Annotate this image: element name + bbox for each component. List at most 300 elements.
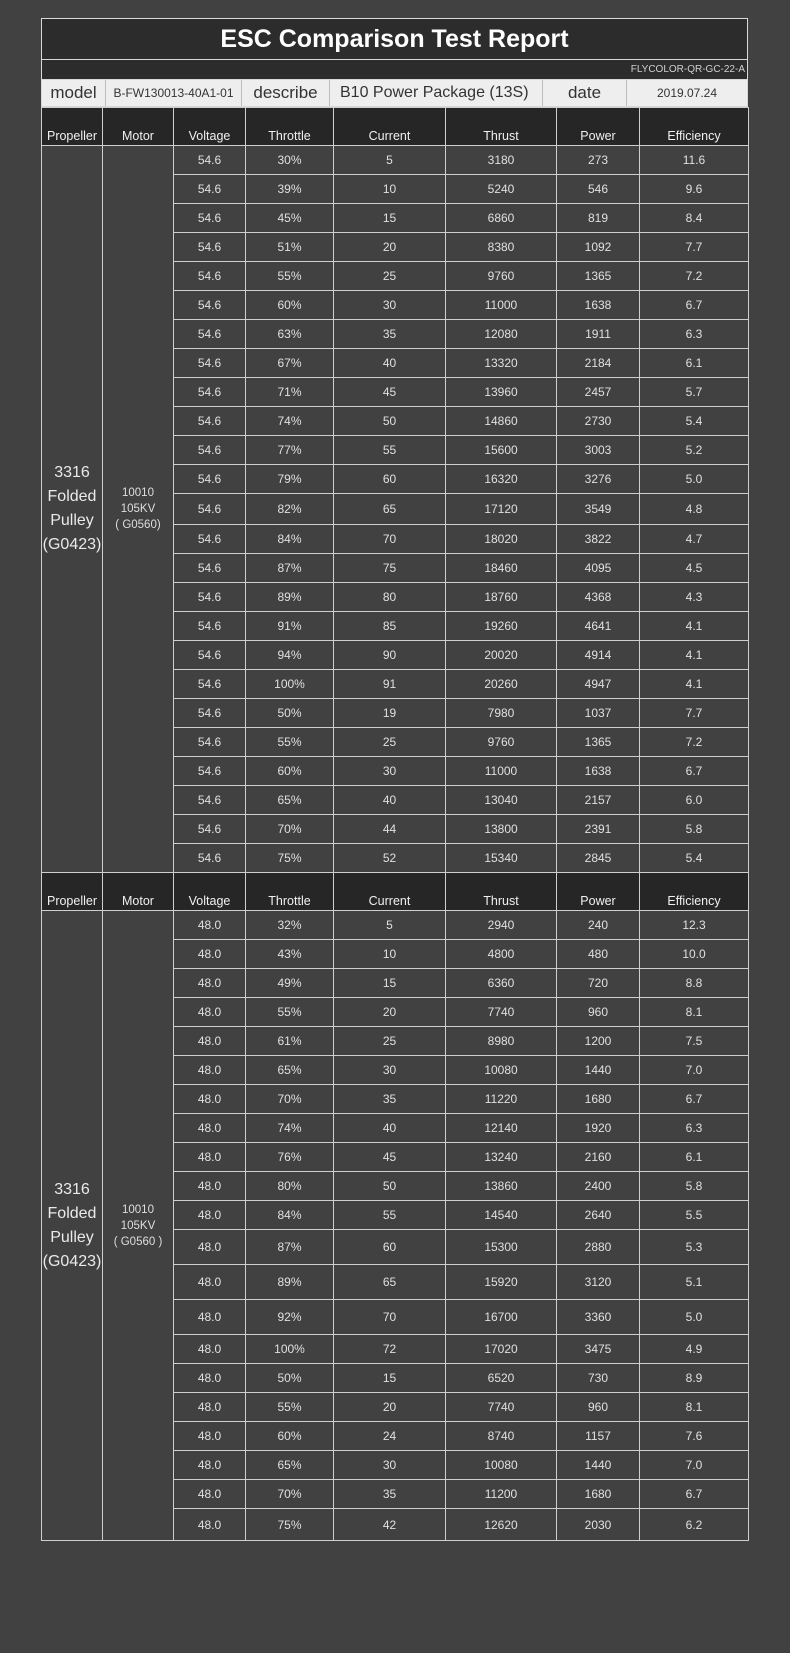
thrust-cell: 16700: [446, 1300, 557, 1335]
power-cell: 3276: [557, 465, 640, 494]
efficiency-cell: 4.1: [640, 612, 749, 641]
efficiency-cell: 8.9: [640, 1364, 749, 1393]
throttle-cell: 94%: [246, 641, 334, 670]
thrust-cell: 6520: [446, 1364, 557, 1393]
efficiency-cell: 4.9: [640, 1335, 749, 1364]
throttle-cell: 71%: [246, 378, 334, 407]
voltage-cell: 54.6: [174, 844, 246, 873]
current-cell: 20: [334, 1393, 446, 1422]
throttle-cell: 100%: [246, 670, 334, 699]
voltage-cell: 54.6: [174, 728, 246, 757]
efficiency-cell: 5.2: [640, 436, 749, 465]
current-cell: 15: [334, 204, 446, 233]
column-header-current: Current: [334, 108, 446, 146]
throttle-cell: 89%: [246, 1265, 334, 1300]
throttle-cell: 51%: [246, 233, 334, 262]
efficiency-cell: 8.8: [640, 969, 749, 998]
power-cell: 4947: [557, 670, 640, 699]
voltage-cell: 48.0: [174, 1335, 246, 1364]
voltage-cell: 54.6: [174, 233, 246, 262]
current-cell: 85: [334, 612, 446, 641]
power-cell: 273: [557, 146, 640, 175]
power-cell: 2880: [557, 1230, 640, 1265]
current-cell: 5: [334, 146, 446, 175]
efficiency-cell: 4.3: [640, 583, 749, 612]
current-cell: 44: [334, 815, 446, 844]
current-cell: 10: [334, 175, 446, 204]
power-cell: 720: [557, 969, 640, 998]
efficiency-cell: 12.3: [640, 911, 749, 940]
throttle-cell: 82%: [246, 494, 334, 525]
power-cell: 1920: [557, 1114, 640, 1143]
efficiency-cell: 7.2: [640, 728, 749, 757]
thrust-cell: 15300: [446, 1230, 557, 1265]
efficiency-cell: 11.6: [640, 146, 749, 175]
power-cell: 3360: [557, 1300, 640, 1335]
throttle-cell: 67%: [246, 349, 334, 378]
motor-cell: [103, 146, 174, 873]
power-cell: 3822: [557, 525, 640, 554]
power-cell: 1200: [557, 1027, 640, 1056]
efficiency-cell: 8.4: [640, 204, 749, 233]
power-cell: 2160: [557, 1143, 640, 1172]
current-cell: 5: [334, 911, 446, 940]
current-cell: 52: [334, 844, 446, 873]
power-cell: 3475: [557, 1335, 640, 1364]
current-cell: 35: [334, 320, 446, 349]
current-cell: 40: [334, 786, 446, 815]
motor-text: ( G0560): [115, 519, 161, 531]
thrust-cell: 11220: [446, 1085, 557, 1114]
thrust-cell: 12620: [446, 1509, 557, 1541]
voltage-cell: 54.6: [174, 757, 246, 786]
current-cell: 55: [334, 436, 446, 465]
thrust-cell: 20020: [446, 641, 557, 670]
power-cell: 4368: [557, 583, 640, 612]
efficiency-cell: 5.0: [640, 1300, 749, 1335]
column-header-thrust: Thrust: [446, 108, 557, 146]
current-cell: 30: [334, 1451, 446, 1480]
power-cell: 1037: [557, 699, 640, 728]
current-cell: 80: [334, 583, 446, 612]
throttle-cell: 79%: [246, 465, 334, 494]
thrust-cell: 15920: [446, 1265, 557, 1300]
throttle-cell: 84%: [246, 525, 334, 554]
throttle-cell: 80%: [246, 1172, 334, 1201]
current-cell: 70: [334, 1300, 446, 1335]
efficiency-cell: 8.1: [640, 1393, 749, 1422]
thrust-cell: 17020: [446, 1335, 557, 1364]
thrust-cell: 18020: [446, 525, 557, 554]
current-cell: 91: [334, 670, 446, 699]
throttle-cell: 60%: [246, 1422, 334, 1451]
efficiency-cell: 5.3: [640, 1230, 749, 1265]
voltage-cell: 48.0: [174, 1480, 246, 1509]
voltage-cell: 48.0: [174, 1300, 246, 1335]
throttle-cell: 60%: [246, 291, 334, 320]
thrust-cell: 11200: [446, 1480, 557, 1509]
efficiency-cell: 4.7: [640, 525, 749, 554]
voltage-cell: 54.6: [174, 262, 246, 291]
column-header-voltage: Voltage: [174, 873, 246, 911]
column-header-motor: Motor: [103, 873, 174, 911]
thrust-cell: 7740: [446, 998, 557, 1027]
throttle-cell: 61%: [246, 1027, 334, 1056]
column-header-voltage: Voltage: [174, 108, 246, 146]
thrust-cell: 9760: [446, 728, 557, 757]
current-cell: 15: [334, 1364, 446, 1393]
throttle-cell: 77%: [246, 436, 334, 465]
thrust-cell: 17120: [446, 494, 557, 525]
current-cell: 55: [334, 1201, 446, 1230]
current-cell: 60: [334, 1230, 446, 1265]
current-cell: 40: [334, 1114, 446, 1143]
propeller-text: Pulley: [50, 512, 94, 529]
thrust-cell: 7740: [446, 1393, 557, 1422]
power-cell: 1157: [557, 1422, 640, 1451]
date-value: 2019.07.24: [656, 86, 718, 100]
efficiency-cell: 5.4: [640, 407, 749, 436]
column-header-power: Power: [557, 108, 640, 146]
throttle-cell: 50%: [246, 699, 334, 728]
current-cell: 10: [334, 940, 446, 969]
throttle-cell: 84%: [246, 1201, 334, 1230]
voltage-cell: 54.6: [174, 407, 246, 436]
efficiency-cell: 4.1: [640, 641, 749, 670]
voltage-cell: 54.6: [174, 146, 246, 175]
propeller-cell: [42, 911, 103, 1541]
voltage-cell: 48.0: [174, 1056, 246, 1085]
voltage-cell: 48.0: [174, 1085, 246, 1114]
thrust-cell: 8740: [446, 1422, 557, 1451]
thrust-cell: 16320: [446, 465, 557, 494]
voltage-cell: 48.0: [174, 911, 246, 940]
thrust-cell: 10080: [446, 1056, 557, 1085]
efficiency-cell: 7.0: [640, 1056, 749, 1085]
power-cell: 1680: [557, 1480, 640, 1509]
thrust-cell: 5240: [446, 175, 557, 204]
voltage-cell: 54.6: [174, 349, 246, 378]
thrust-cell: 4800: [446, 940, 557, 969]
power-cell: 3549: [557, 494, 640, 525]
throttle-cell: 50%: [246, 1364, 334, 1393]
voltage-cell: 48.0: [174, 1027, 246, 1056]
throttle-cell: 70%: [246, 815, 334, 844]
throttle-cell: 74%: [246, 1114, 334, 1143]
thrust-cell: 13040: [446, 786, 557, 815]
voltage-cell: 54.6: [174, 525, 246, 554]
voltage-cell: 54.6: [174, 465, 246, 494]
throttle-cell: 92%: [246, 1300, 334, 1335]
thrust-cell: 11000: [446, 291, 557, 320]
thrust-cell: 13860: [446, 1172, 557, 1201]
motor-text: 10010: [122, 1203, 154, 1216]
voltage-cell: 48.0: [174, 1201, 246, 1230]
current-cell: 25: [334, 728, 446, 757]
column-header-efficiency: Efficiency: [640, 873, 749, 911]
power-cell: 2400: [557, 1172, 640, 1201]
throttle-cell: 39%: [246, 175, 334, 204]
date-label: date: [543, 80, 627, 106]
power-cell: 480: [557, 940, 640, 969]
current-cell: 65: [334, 1265, 446, 1300]
motor-text: ( G0560 ): [113, 1235, 163, 1248]
efficiency-cell: 5.7: [640, 378, 749, 407]
throttle-cell: 55%: [246, 998, 334, 1027]
voltage-cell: 48.0: [174, 940, 246, 969]
voltage-cell: 48.0: [174, 1143, 246, 1172]
voltage-cell: 54.6: [174, 815, 246, 844]
voltage-cell: 54.6: [174, 291, 246, 320]
voltage-cell: 54.6: [174, 670, 246, 699]
propeller-text: Folded: [47, 1204, 97, 1222]
power-cell: 1440: [557, 1451, 640, 1480]
thrust-cell: 13800: [446, 815, 557, 844]
power-cell: 3120: [557, 1265, 640, 1300]
current-cell: 60: [334, 465, 446, 494]
throttle-cell: 100%: [246, 1335, 334, 1364]
voltage-cell: 48.0: [174, 969, 246, 998]
power-cell: 1638: [557, 291, 640, 320]
efficiency-cell: 7.7: [640, 699, 749, 728]
efficiency-cell: 5.1: [640, 1265, 749, 1300]
throttle-cell: 45%: [246, 204, 334, 233]
thrust-cell: 20260: [446, 670, 557, 699]
thrust-cell: 13960: [446, 378, 557, 407]
voltage-cell: 48.0: [174, 1451, 246, 1480]
thrust-cell: 15340: [446, 844, 557, 873]
current-cell: 45: [334, 378, 446, 407]
current-cell: 20: [334, 233, 446, 262]
voltage-cell: 54.6: [174, 612, 246, 641]
table-header-row: [42, 108, 749, 146]
throttle-cell: 74%: [246, 407, 334, 436]
throttle-cell: 65%: [246, 786, 334, 815]
throttle-cell: 30%: [246, 146, 334, 175]
propeller-cell: [42, 146, 103, 873]
power-cell: 2184: [557, 349, 640, 378]
column-header-power: Power: [557, 873, 640, 911]
thrust-cell: 2940: [446, 911, 557, 940]
power-cell: 546: [557, 175, 640, 204]
current-cell: 50: [334, 407, 446, 436]
power-cell: 1680: [557, 1085, 640, 1114]
throttle-cell: 87%: [246, 554, 334, 583]
thrust-cell: 14540: [446, 1201, 557, 1230]
current-cell: 19: [334, 699, 446, 728]
voltage-cell: 48.0: [174, 1172, 246, 1201]
throttle-cell: 75%: [246, 1509, 334, 1541]
efficiency-cell: 6.1: [640, 349, 749, 378]
current-cell: 35: [334, 1085, 446, 1114]
efficiency-cell: 5.0: [640, 465, 749, 494]
power-cell: 730: [557, 1364, 640, 1393]
current-cell: 72: [334, 1335, 446, 1364]
throttle-cell: 55%: [246, 728, 334, 757]
efficiency-cell: 6.3: [640, 1114, 749, 1143]
power-cell: 3003: [557, 436, 640, 465]
efficiency-cell: 4.8: [640, 494, 749, 525]
voltage-cell: 54.6: [174, 699, 246, 728]
power-cell: 2157: [557, 786, 640, 815]
describe-value: B10 Power Package (13S): [330, 80, 543, 106]
power-cell: 4914: [557, 641, 640, 670]
voltage-cell: 48.0: [174, 1265, 246, 1300]
power-cell: 1365: [557, 728, 640, 757]
throttle-cell: 32%: [246, 911, 334, 940]
current-cell: 20: [334, 998, 446, 1027]
efficiency-cell: 5.5: [640, 1201, 749, 1230]
power-cell: 1911: [557, 320, 640, 349]
efficiency-cell: 8.1: [640, 998, 749, 1027]
model-value: B-FW130013-40A1-01: [106, 80, 242, 106]
throttle-cell: 49%: [246, 969, 334, 998]
efficiency-cell: 4.1: [640, 670, 749, 699]
propeller-text: (G0423): [42, 1252, 102, 1270]
power-cell: 1092: [557, 233, 640, 262]
propeller-text: Folded: [47, 488, 97, 505]
power-cell: 4641: [557, 612, 640, 641]
column-header-propeller: Propeller: [42, 108, 103, 146]
power-cell: 960: [557, 1393, 640, 1422]
efficiency-cell: 6.7: [640, 1480, 749, 1509]
thrust-cell: 18460: [446, 554, 557, 583]
efficiency-cell: 7.0: [640, 1451, 749, 1480]
current-cell: 40: [334, 349, 446, 378]
thrust-cell: 8380: [446, 233, 557, 262]
current-cell: 90: [334, 641, 446, 670]
thrust-cell: 12080: [446, 320, 557, 349]
current-cell: 30: [334, 757, 446, 786]
voltage-cell: 54.6: [174, 494, 246, 525]
motor-text: 105KV: [120, 1219, 156, 1232]
throttle-cell: 75%: [246, 844, 334, 873]
power-cell: 2730: [557, 407, 640, 436]
power-cell: 2030: [557, 1509, 640, 1541]
power-cell: 2845: [557, 844, 640, 873]
throttle-cell: 43%: [246, 940, 334, 969]
current-cell: 42: [334, 1509, 446, 1541]
throttle-cell: 65%: [246, 1056, 334, 1085]
voltage-cell: 48.0: [174, 1393, 246, 1422]
current-cell: 65: [334, 494, 446, 525]
current-cell: 75: [334, 554, 446, 583]
efficiency-cell: 7.7: [640, 233, 749, 262]
current-cell: 24: [334, 1422, 446, 1451]
thrust-cell: 15600: [446, 436, 557, 465]
thrust-cell: 9760: [446, 262, 557, 291]
describe-label: describe: [242, 80, 330, 106]
current-cell: 15: [334, 969, 446, 998]
voltage-cell: 48.0: [174, 1509, 246, 1541]
current-cell: 45: [334, 1143, 446, 1172]
power-cell: 4095: [557, 554, 640, 583]
efficiency-cell: 6.7: [640, 291, 749, 320]
efficiency-cell: 10.0: [640, 940, 749, 969]
voltage-cell: 48.0: [174, 1364, 246, 1393]
throttle-cell: 63%: [246, 320, 334, 349]
efficiency-cell: 5.4: [640, 844, 749, 873]
document-code: FLYCOLOR-QR-GC-22-A: [41, 59, 748, 79]
efficiency-cell: 4.5: [640, 554, 749, 583]
voltage-cell: 48.0: [174, 998, 246, 1027]
column-header-thrust: Thrust: [446, 873, 557, 911]
efficiency-cell: 5.8: [640, 815, 749, 844]
thrust-cell: 10080: [446, 1451, 557, 1480]
thrust-cell: 12140: [446, 1114, 557, 1143]
thrust-cell: 11000: [446, 757, 557, 786]
voltage-cell: 54.6: [174, 204, 246, 233]
voltage-cell: 48.0: [174, 1422, 246, 1451]
motor-text: 10010: [122, 487, 154, 499]
column-header-throttle: Throttle: [246, 873, 334, 911]
thrust-cell: 19260: [446, 612, 557, 641]
thrust-cell: 8980: [446, 1027, 557, 1056]
current-cell: 25: [334, 262, 446, 291]
throttle-cell: 55%: [246, 1393, 334, 1422]
throttle-cell: 89%: [246, 583, 334, 612]
efficiency-cell: 6.3: [640, 320, 749, 349]
model-label: model: [42, 80, 106, 106]
throttle-cell: 65%: [246, 1451, 334, 1480]
voltage-cell: 54.6: [174, 641, 246, 670]
voltage-cell: 54.6: [174, 583, 246, 612]
power-cell: 1440: [557, 1056, 640, 1085]
column-header-motor: Motor: [103, 108, 174, 146]
efficiency-cell: 5.8: [640, 1172, 749, 1201]
thrust-cell: 6360: [446, 969, 557, 998]
efficiency-cell: 7.2: [640, 262, 749, 291]
table-row: [42, 911, 749, 940]
throttle-cell: 70%: [246, 1480, 334, 1509]
motor-cell: [103, 911, 174, 1541]
efficiency-cell: 6.2: [640, 1509, 749, 1541]
throttle-cell: 70%: [246, 1085, 334, 1114]
thrust-cell: 18760: [446, 583, 557, 612]
power-cell: 2457: [557, 378, 640, 407]
throttle-cell: 55%: [246, 262, 334, 291]
power-cell: 2640: [557, 1201, 640, 1230]
column-header-current: Current: [334, 873, 446, 911]
thrust-cell: 14860: [446, 407, 557, 436]
throttle-cell: 91%: [246, 612, 334, 641]
power-cell: 240: [557, 911, 640, 940]
power-cell: 819: [557, 204, 640, 233]
voltage-cell: 48.0: [174, 1230, 246, 1265]
thrust-cell: 13240: [446, 1143, 557, 1172]
current-cell: 30: [334, 291, 446, 320]
test-data-table: [41, 107, 749, 1541]
report-title: ESC Comparison Test Report: [41, 18, 748, 59]
current-cell: 35: [334, 1480, 446, 1509]
efficiency-cell: 7.5: [640, 1027, 749, 1056]
power-cell: 2391: [557, 815, 640, 844]
power-cell: 1365: [557, 262, 640, 291]
column-header-throttle: Throttle: [246, 108, 334, 146]
voltage-cell: 48.0: [174, 1114, 246, 1143]
efficiency-cell: 6.7: [640, 757, 749, 786]
throttle-cell: 60%: [246, 757, 334, 786]
efficiency-cell: 6.7: [640, 1085, 749, 1114]
table-row: [42, 146, 749, 175]
current-cell: 25: [334, 1027, 446, 1056]
info-row: [41, 79, 748, 107]
voltage-cell: 54.6: [174, 554, 246, 583]
thrust-cell: 6860: [446, 204, 557, 233]
efficiency-cell: 9.6: [640, 175, 749, 204]
efficiency-cell: 6.1: [640, 1143, 749, 1172]
power-cell: 1638: [557, 757, 640, 786]
